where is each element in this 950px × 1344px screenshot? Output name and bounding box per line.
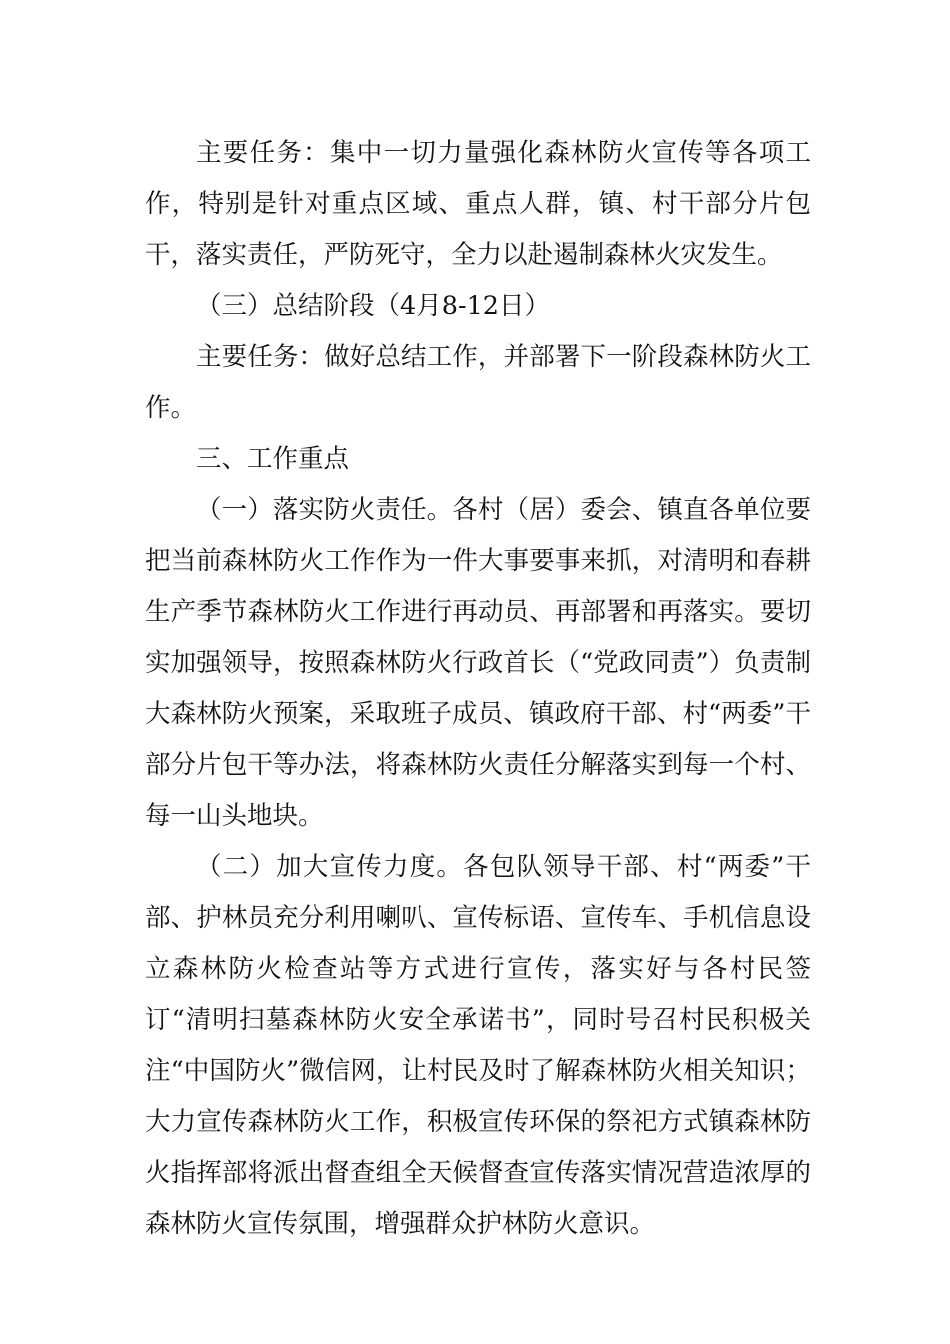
paragraph-task-3: 主要任务：做好总结工作，并部署下一阶段森林防火工作。: [145, 342, 811, 423]
paragraph-fire-responsibility: （一）落实防火责任。各村（居）委会、镇直各单位要把当前森林防火工作作为一件大事要事来抓，对清明和春耕生产季节森林防火工作进行再动员、再部署和再落实。要切实加强领导，按照森林防火行政首长（“党政同责”）负责制大森林防火预案，采取班子成员、镇政府干部、村“两委”干部分片包干等办法，将森林防火责任分解落实到每一个村、每一山头地块。: [145, 495, 811, 831]
heading-work-focus: 三、工作重点: [196, 444, 350, 474]
document-body: [145, 128, 811, 1250]
heading-summary-stage: （三）总结阶段（4月8-12日）: [196, 291, 551, 321]
paragraph-task-2: 主要任务：集中一切力量强化森林防火宣传等各项工作，特别是针对重点区域、重点人群，镇、村干部分片包干，落实责任，严防死守，全力以赴遏制森林火灾发生。: [145, 138, 811, 270]
paragraph-publicity: （二）加大宣传力度。各包队领导干部、村“两委”干部、护林员充分利用喇叭、宣传标语、宣传车、手机信息设立森林防火检查站等方式进行宣传，落实好与各村民签订“清明扫墓森林防火安全承诺书”，同时号召村民积极关注“中国防火”微信网，让村民及时了解森林防火相关知识；大力宣传森林防火工作，积极宣传环保的祭祀方式镇森林防火指挥部将派出督查组全天候督查宣传落实情况营造浓厚的森林防火宣传氛围，增强群众护林防火意识。: [145, 852, 811, 1239]
